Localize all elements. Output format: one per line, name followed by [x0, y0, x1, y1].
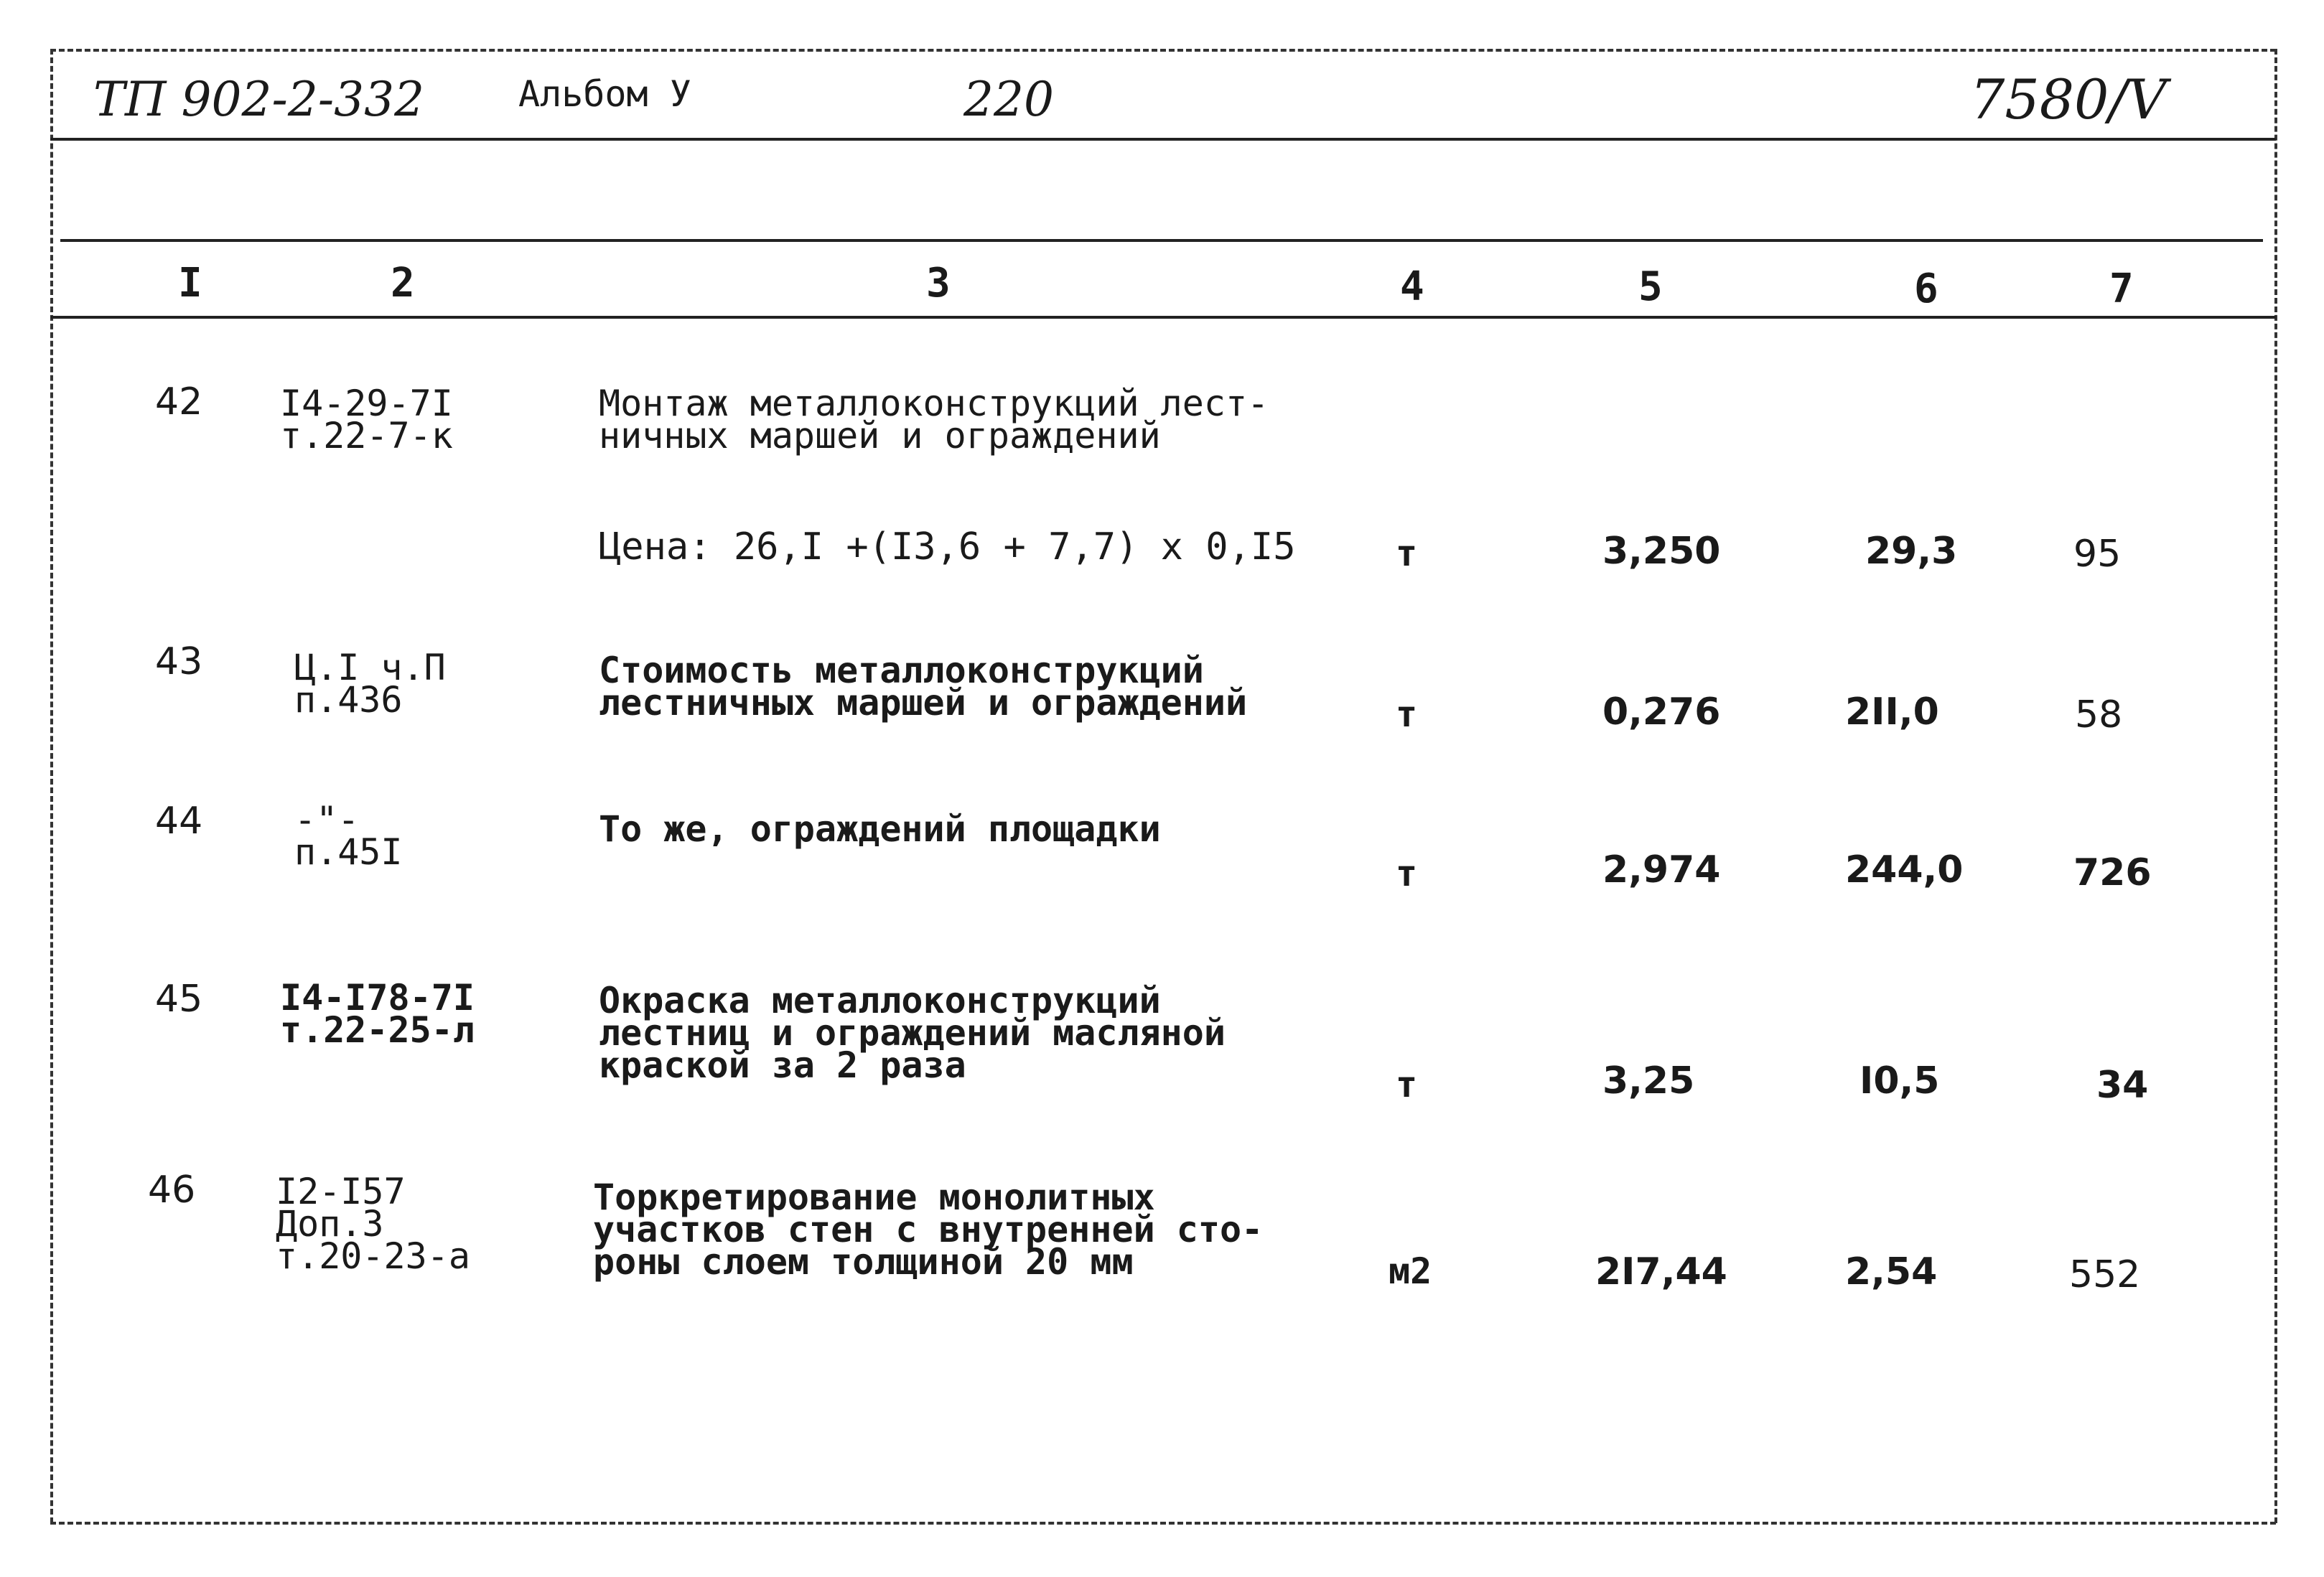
row-44-ref: -"- п.45I	[294, 799, 403, 873]
row-44-price: 244,0	[1845, 848, 1964, 892]
album-label: Альбом У	[518, 73, 691, 115]
row-43-qty: 0,276	[1602, 691, 1721, 734]
col-5-header: 5	[1638, 263, 1663, 310]
row-44-desc: То же, ограждений площадки	[599, 808, 1161, 850]
row-44-unit: т	[1396, 853, 1418, 894]
row-42-no: 42	[155, 380, 203, 424]
row-42-desc: Монтаж металлоконструкций лест- ничных маршей и ограждений	[599, 383, 1269, 457]
row-45-ref: I4-I78-7I т.22-25-л	[280, 977, 475, 1051]
row-44-no: 44	[155, 800, 203, 843]
price-sum: 95	[2073, 533, 2122, 576]
price-unit: т	[1396, 533, 1418, 574]
row-46-qty: 2I7,44	[1595, 1250, 1727, 1293]
row-43-no: 43	[155, 640, 203, 683]
frame-top	[50, 49, 2276, 52]
price-formula: Цена: 26,I +(I3,6 + 7,7) x 0,I5	[599, 525, 1296, 568]
price-qty: 3,250	[1602, 530, 1721, 573]
col-6-header: 6	[1914, 266, 1938, 312]
frame-right	[2274, 49, 2277, 1523]
col-4-header: 4	[1400, 263, 1424, 310]
row-45-no: 45	[155, 978, 203, 1021]
row-43-ref: Ц.I ч.П п.436	[294, 647, 446, 721]
row-46-sum: 552	[2069, 1253, 2141, 1296]
page-number: 220	[963, 72, 1054, 127]
row-45-price: I0,5	[1859, 1059, 1940, 1103]
col-3-header: 3	[926, 260, 951, 306]
row-46-unit: м2	[1389, 1250, 1432, 1292]
col-2-header: 2	[391, 260, 415, 306]
rule-table-top	[60, 239, 2263, 242]
row-43-sum: 58	[2075, 693, 2123, 736]
row-46-ref: I2-I57 Доп.3 т.20-23-а	[276, 1171, 470, 1277]
row-44-qty: 2,974	[1602, 848, 1721, 892]
row-45-qty: 3,25	[1602, 1059, 1695, 1103]
row-44-sum: 726	[2073, 851, 2152, 894]
inventory-number: 7580/V	[1970, 67, 2167, 131]
rule-header-bottom	[50, 138, 2276, 141]
col-7-header: 7	[2109, 266, 2134, 312]
row-45-desc: Окраска металлоконструкций лестниц и ограждений масляной краской за 2 раза	[599, 980, 1226, 1086]
frame-bottom	[50, 1522, 2276, 1525]
row-42-ref: I4-29-7I т.22-7-к	[280, 383, 453, 457]
row-43-unit: т	[1396, 693, 1418, 735]
row-43-desc: Стоимость металлоконструкций лестничных маршей и ограждений	[599, 650, 1248, 724]
row-46-no: 46	[148, 1169, 196, 1212]
row-45-sum: 34	[2096, 1064, 2149, 1107]
doc-code: ТП 902-2-332	[93, 72, 425, 127]
row-45-unit: т	[1396, 1064, 1418, 1105]
rule-colnum-bottom	[50, 316, 2276, 319]
row-46-price: 2,54	[1845, 1250, 1938, 1293]
row-43-price: 2II,0	[1845, 691, 1939, 734]
price-price: 29,3	[1865, 530, 1958, 573]
row-46-desc: Торкретирование монолитных участков стен с внутренней сто- роны слоем толщиной 20 мм	[593, 1176, 1264, 1283]
frame-left	[50, 49, 53, 1523]
col-1-header: I	[178, 260, 202, 306]
